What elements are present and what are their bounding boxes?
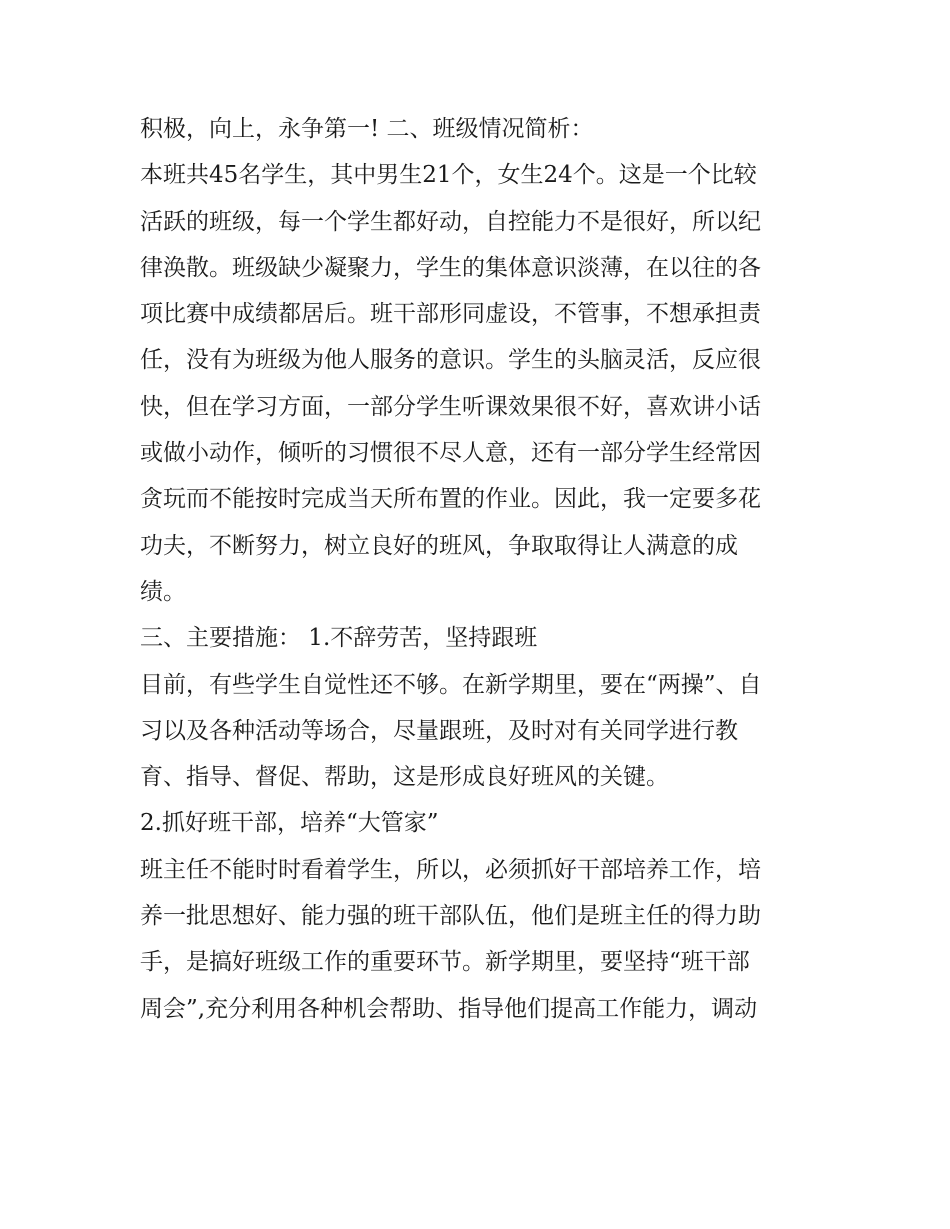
- text-line-13: 目前，有些学生自觉性还不够。在新学期里，要在“两操”、自: [140, 671, 762, 698]
- section-heading-measures: 三、主要措施： 1.不辞劳苦，坚持跟班: [140, 625, 538, 652]
- document-body: [140, 106, 820, 1032]
- text-line-20: 周会”,充分利用各种机会帮助、指导他们提高工作能力，调动: [140, 995, 758, 1022]
- text-line-18: 养一批思想好、能力强的班干部队伍，他们是班主任的得力助: [140, 903, 761, 930]
- text-line-17: 班主任不能时时看着学生，所以，必须抓好干部培养工作，培: [140, 856, 761, 883]
- text-line-3: 活跃的班级，每一个学生都好动，自控能力不是很好，所以纪: [140, 208, 761, 235]
- text-line-11: 绩。: [140, 578, 186, 605]
- text-line-15: 育、指导、督促、帮助，这是形成良好班风的关键。: [140, 764, 669, 791]
- text-line-4: 律涣散。班级缺少凝聚力，学生的集体意识淡薄，在以往的各: [140, 254, 761, 281]
- text-line-6: 任，没有为班级为他人服务的意识。学生的头脑灵活，反应很: [140, 347, 761, 374]
- text-line-19: 手，是搞好班级工作的重要环节。新学期里，要坚持“班干部: [140, 949, 750, 976]
- text-line-5: 项比赛中成绩都居后。班干部形同虚设，不管事，不想承担责: [140, 301, 761, 328]
- text-line-14: 习以及各种活动等场合，尽量跟班，及时对有关同学进行教: [140, 717, 738, 744]
- subheading-class-cadres: 2.抓好班干部，培养“大管家”: [140, 810, 439, 837]
- text-line-8: 或做小动作，倾听的习惯很不尽人意，还有一部分学生经常因: [140, 440, 761, 467]
- text-line-7: 快，但在学习方面，一部分学生听课效果很不好，喜欢讲小话: [140, 393, 761, 420]
- text-line-1: 积极，向上，永争第一! 二、班级情况简析：: [140, 116, 594, 142]
- text-line-2: 本班共45名学生，其中男生21个，女生24个。这是一个比较: [140, 162, 757, 189]
- text-line-9: 贪玩而不能按时完成当天所布置的作业。因此，我一定要多花: [140, 486, 761, 513]
- text-line-10: 功夫，不断努力，树立良好的班风，争取取得让人满意的成: [140, 532, 738, 559]
